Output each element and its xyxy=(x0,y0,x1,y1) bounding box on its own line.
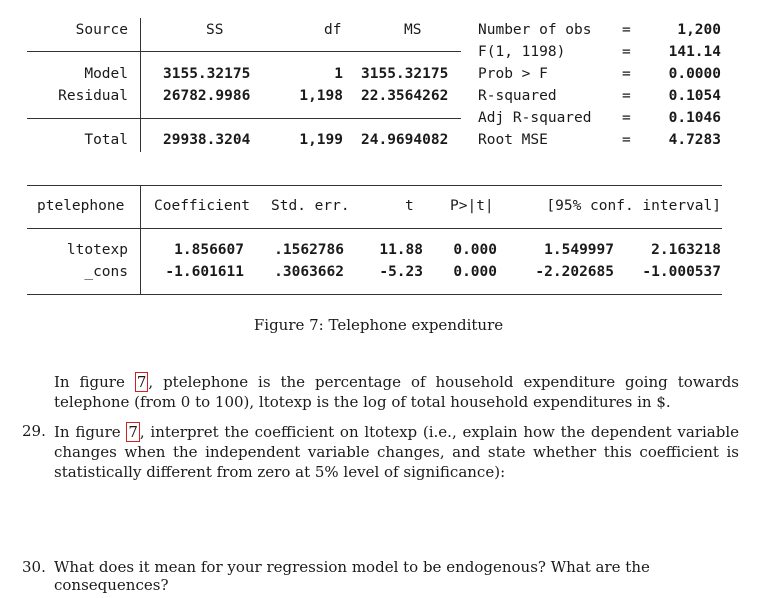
stat-value: 0.0000 xyxy=(668,66,721,82)
row-ltotexp-ci-high: 2.163218 xyxy=(651,242,721,258)
anova-vertical-rule xyxy=(140,18,141,152)
header-source: Source xyxy=(75,22,128,38)
stat-equals: = xyxy=(622,22,631,38)
row-total-ss: 29938.3204 xyxy=(163,132,251,148)
figure-ref-link[interactable]: 7 xyxy=(136,373,147,391)
intro-text-a: In figure xyxy=(54,373,135,391)
coef-bottom-rule xyxy=(27,294,722,295)
row-cons-p: 0.000 xyxy=(453,264,497,280)
stat-label: Adj R-squared xyxy=(478,110,592,126)
row-ltotexp-var: ltotexp xyxy=(66,242,128,258)
anova-header-rule xyxy=(27,51,461,52)
row-model-ms: 3155.32175 xyxy=(361,66,449,82)
stat-value: 1,200 xyxy=(677,22,721,38)
stat-label: F(1, 1198) xyxy=(478,44,566,60)
header-coefficient: Coefficient xyxy=(154,198,251,214)
stat-value: 141.14 xyxy=(668,44,721,60)
header-p-value: P>|t| xyxy=(450,198,494,214)
intro-text-b: , ptelephone is the percentage of household expenditure going towards telephone (from 0 to 100), ltotexp is the log of total household expenditures in $. xyxy=(54,373,740,411)
row-residual-ss: 26782.9986 xyxy=(163,88,251,104)
row-cons-se: .3063662 xyxy=(274,264,344,280)
stat-equals: = xyxy=(622,132,631,148)
row-cons-t: -5.23 xyxy=(379,264,423,280)
row-model-df: 1 xyxy=(334,66,343,82)
stat-label: Number of obs xyxy=(478,22,592,38)
row-model-ss: 3155.32175 xyxy=(163,66,251,82)
stat-equals: = xyxy=(622,66,631,82)
coef-vertical-rule xyxy=(140,185,141,294)
row-total-ms: 24.9694082 xyxy=(361,132,449,148)
stat-equals: = xyxy=(622,110,631,126)
header-std-err: Std. err. xyxy=(271,198,350,214)
row-cons-var: _cons xyxy=(84,264,128,280)
row-cons-coef: -1.601611 xyxy=(165,264,244,280)
header-dependent-var: ptelephone xyxy=(37,198,125,214)
coef-header-rule xyxy=(27,228,722,229)
row-ltotexp-se: .1562786 xyxy=(274,242,344,258)
question-29-number: 29. xyxy=(22,422,46,440)
header-df: df xyxy=(324,22,342,38)
figure-caption: Figure 7: Telephone expenditure xyxy=(253,316,504,334)
row-ltotexp-coef: 1.856607 xyxy=(174,242,244,258)
row-model-source: Model xyxy=(84,66,128,82)
row-total-df: 1,199 xyxy=(299,132,343,148)
q29-text-a: In figure xyxy=(54,423,127,441)
row-total-source: Total xyxy=(84,132,128,148)
stat-value: 0.1054 xyxy=(668,88,721,104)
header-ms: MS xyxy=(404,22,422,38)
row-residual-ms: 22.3564262 xyxy=(361,88,449,104)
question-30-number: 30. xyxy=(22,558,46,576)
question-30-text: What does it mean for your regression model to be endogenous? What are the consequences? xyxy=(54,558,650,594)
intro-paragraph xyxy=(54,372,739,412)
header-ss: SS xyxy=(206,22,224,38)
figure-ref-link[interactable]: 7 xyxy=(128,423,138,441)
header-conf-interval: [95% conf. interval] xyxy=(546,198,721,214)
stat-label: Root MSE xyxy=(478,132,548,148)
stat-value: 0.1046 xyxy=(668,110,721,126)
row-ltotexp-t: 11.88 xyxy=(379,242,423,258)
row-residual-source: Residual xyxy=(58,88,128,104)
row-ltotexp-ci-low: 1.549997 xyxy=(544,242,614,258)
row-ltotexp-p: 0.000 xyxy=(453,242,497,258)
stat-label: R-squared xyxy=(478,88,557,104)
stat-label: Prob > F xyxy=(478,66,548,82)
row-cons-ci-low: -2.202685 xyxy=(535,264,614,280)
row-residual-df: 1,198 xyxy=(299,88,343,104)
question-29-text xyxy=(54,422,739,482)
stat-value: 4.7283 xyxy=(668,132,721,148)
stat-equals: = xyxy=(622,88,631,104)
stat-equals: = xyxy=(622,44,631,60)
q29-text-b: , interpret the coefficient on ltotexp (i.e., explain how the dependent variable changes when the independent variable changes, and state whether this coefficient is statistically different from zero at 5% level of significance): xyxy=(54,423,739,481)
anova-total-rule xyxy=(27,118,461,119)
header-t: t xyxy=(405,198,414,214)
row-cons-ci-high: -1.000537 xyxy=(642,264,721,280)
coef-top-rule xyxy=(27,185,722,186)
